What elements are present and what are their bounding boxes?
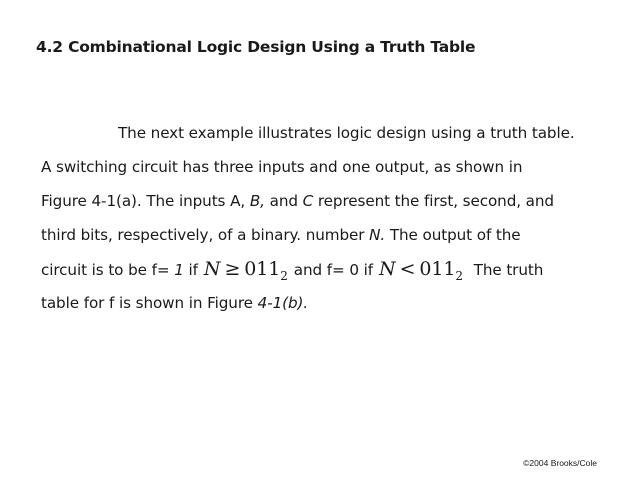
math-operator: <: [399, 258, 416, 280]
math-number: 011: [244, 258, 281, 280]
math-base: 2: [455, 268, 463, 283]
text-span: circuit is to be f=: [41, 261, 175, 279]
figure-reference: 4-1(b).: [257, 294, 309, 312]
math-number: 011: [419, 258, 456, 280]
text-span: if: [183, 261, 198, 279]
paragraph-line-2: [41, 150, 611, 184]
copyright-notice: ©2004 Brooks/Cole: [523, 458, 597, 468]
value-one: 1: [174, 261, 184, 279]
math-base: 2: [280, 268, 288, 283]
variable-n: N.: [369, 226, 386, 244]
math-variable: N: [379, 258, 396, 280]
text-span: third bits, respectively, of a binary. number: [41, 226, 370, 244]
variable-b: B,: [249, 192, 265, 210]
variable-c: C: [302, 192, 314, 210]
math-operator: ≥: [224, 258, 241, 280]
math-expression-geq: [198, 258, 294, 283]
text-span: and: [264, 192, 303, 210]
paragraph-line-3: [41, 184, 611, 218]
paragraph-line-5: [41, 252, 611, 286]
paragraph-line-6: [41, 286, 611, 320]
text-span: The truth: [468, 261, 544, 279]
text-span: A switching circuit has three inputs and one output, as shown in: [41, 158, 523, 176]
text-span: represent the first, second, and: [313, 192, 554, 210]
section-number: 4.2: [36, 38, 63, 56]
text-span: The output of the: [385, 226, 521, 244]
text-span: Figure 4-1(a). The inputs A,: [41, 192, 250, 210]
section-title: Combinational Logic Design Using a Truth Table: [68, 38, 476, 56]
page-title: [36, 38, 475, 56]
text-span: The next example illustrates logic design using a truth table.: [118, 124, 575, 142]
body-paragraph: [41, 116, 611, 320]
math-variable: N: [203, 258, 221, 280]
text-span: and f= 0 if: [293, 261, 374, 279]
text-span: table for f is shown in Figure: [41, 294, 258, 312]
paragraph-line-1: [41, 116, 611, 150]
math-expression-lt: [373, 258, 469, 283]
paragraph-line-4: [41, 218, 611, 252]
